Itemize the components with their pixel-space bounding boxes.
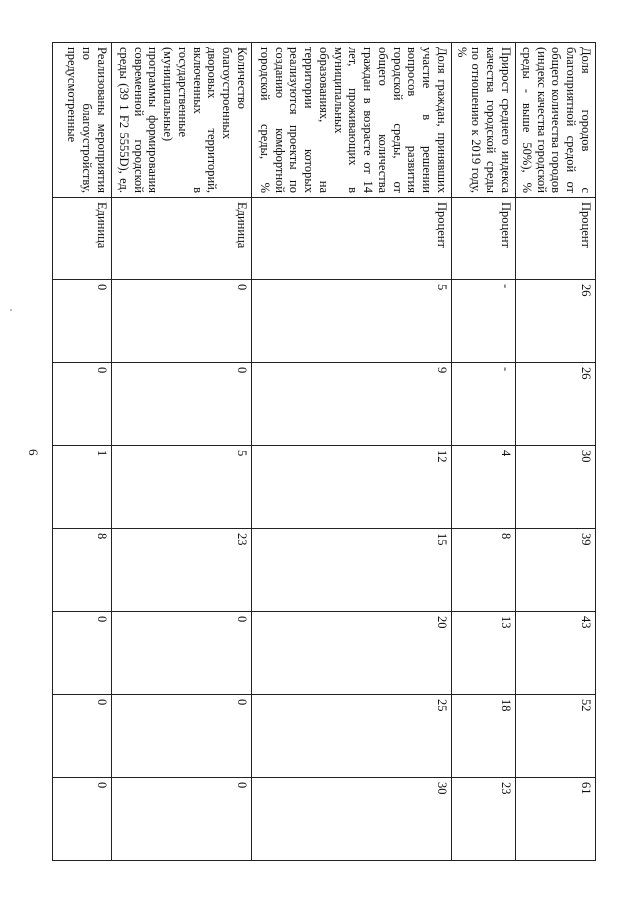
value-cell: 0 xyxy=(53,363,112,446)
value-cell: 0 xyxy=(53,778,112,861)
indicator-name: Прирост среднего индекса качества городской среды по отношению к 2019 году, % xyxy=(452,43,516,198)
indicator-name: Доля граждан, принявших участие в решении вопросов развития городской среды, от общего количества граждан в возрасте от 14 лет, проживающих в муниципальных образованиях, на территории которых реализуются проекты по созданию комфортной городской среды, % xyxy=(252,43,452,198)
value-cell: 0 xyxy=(112,612,252,695)
table-row xyxy=(112,43,252,861)
unit-cell: Процент xyxy=(452,198,516,280)
unit-cell: Процент xyxy=(252,198,452,280)
value-cell: 26 xyxy=(516,363,596,446)
indicator-table xyxy=(52,42,596,861)
page-number: 6 xyxy=(26,449,41,456)
indicator-name: Реализованы мероприятия по благоустройству, предусмотренные xyxy=(53,43,112,198)
rotated-page-content xyxy=(66,42,596,860)
value-cell: 0 xyxy=(53,695,112,778)
value-cell: 13 xyxy=(452,612,516,695)
value-cell: 26 xyxy=(516,280,596,363)
table-row xyxy=(516,43,596,861)
value-cell: 8 xyxy=(53,529,112,612)
value-cell: 0 xyxy=(112,695,252,778)
value-cell: 0 xyxy=(112,280,252,363)
value-cell: 39 xyxy=(516,529,596,612)
scan-speck xyxy=(10,309,12,311)
table-row xyxy=(252,43,452,861)
unit-cell: Единица xyxy=(112,198,252,280)
value-cell: 18 xyxy=(452,695,516,778)
value-cell: 5 xyxy=(252,280,452,363)
value-cell: 5 xyxy=(112,446,252,529)
value-cell: 9 xyxy=(252,363,452,446)
table-row xyxy=(452,43,516,861)
value-cell: 23 xyxy=(112,529,252,612)
value-cell: 0 xyxy=(53,280,112,363)
value-cell: 0 xyxy=(112,778,252,861)
value-cell: 30 xyxy=(252,778,452,861)
value-cell: 61 xyxy=(516,778,596,861)
value-cell: 4 xyxy=(452,446,516,529)
unit-cell: Единица xyxy=(53,198,112,280)
indicator-name: Количество благоустроенных дворовых территорий, включенных в государственные (муниципальные) программы формирования современной городской среды (39 1 F2 5555D), ед. xyxy=(112,43,252,198)
unit-cell: Процент xyxy=(516,198,596,280)
value-cell: 23 xyxy=(452,778,516,861)
indicator-name: Доля городов с благоприятной средой от общего количества городов (индекс качества городской среды - выше 50%), % xyxy=(516,43,596,198)
table-row xyxy=(53,43,112,861)
value-cell: 20 xyxy=(252,612,452,695)
value-cell: 43 xyxy=(516,612,596,695)
value-cell: 15 xyxy=(252,529,452,612)
value-cell: - xyxy=(452,280,516,363)
value-cell: - xyxy=(452,363,516,446)
value-cell: 30 xyxy=(516,446,596,529)
value-cell: 25 xyxy=(252,695,452,778)
value-cell: 8 xyxy=(452,529,516,612)
value-cell: 0 xyxy=(53,612,112,695)
value-cell: 0 xyxy=(112,363,252,446)
value-cell: 52 xyxy=(516,695,596,778)
value-cell: 1 xyxy=(53,446,112,529)
value-cell: 12 xyxy=(252,446,452,529)
